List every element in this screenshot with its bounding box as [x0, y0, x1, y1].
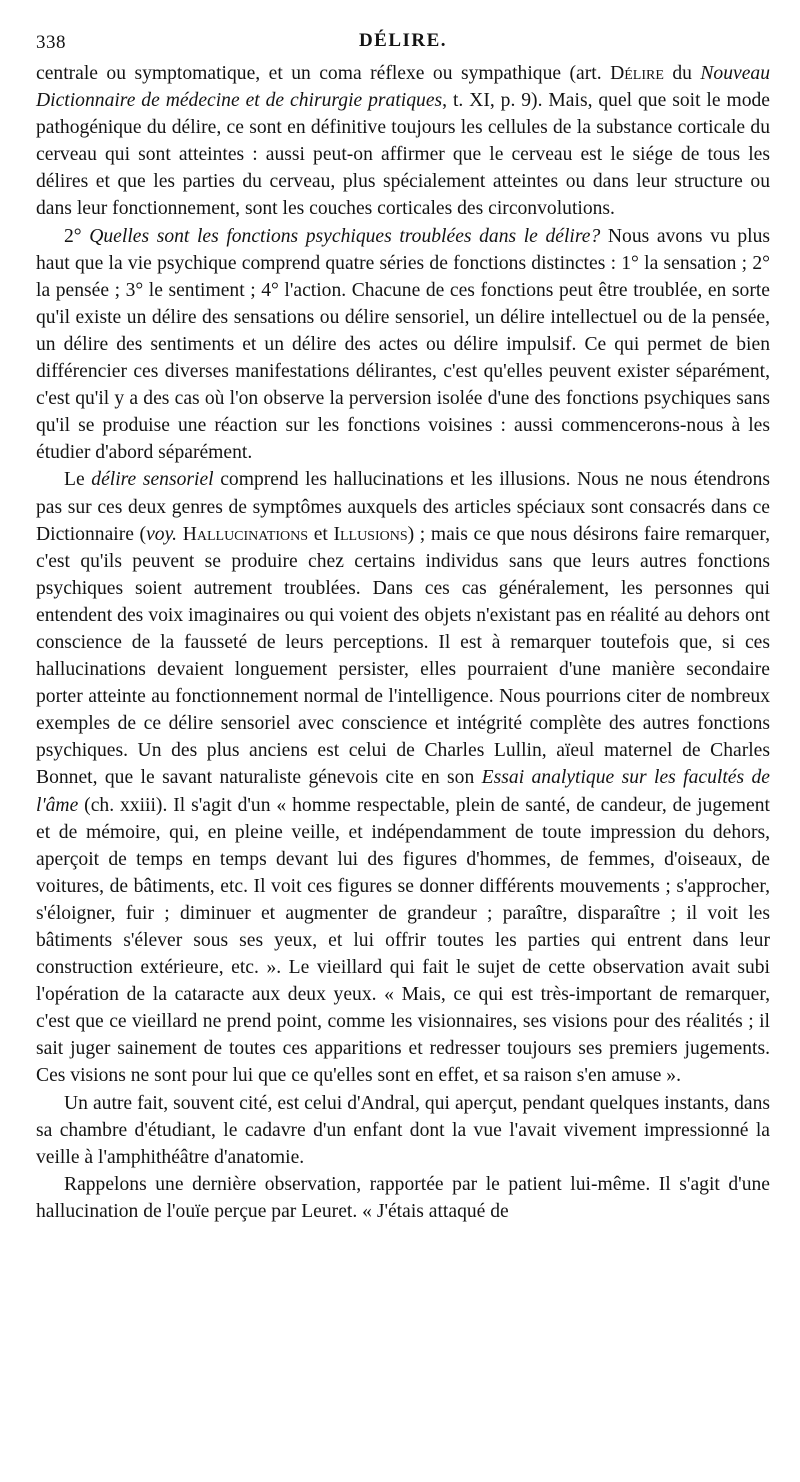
book-page — [36, 26, 770, 1225]
text-run: Le — [64, 469, 92, 491]
text-run: ) ; mais ce que nous désirons faire remarquer, c'est qu'ils peuvent se produire chez certains individus sans que leurs autres fonctions psychiques soient autrement troublées. Dans ces cas généralement, les personnes qui entendent des voix imaginaires ou qui voient des objets n'existant pas en réalité au dehors ont conscience de la fausseté de leurs perceptions. Il est à remarquer toutefois que, si ces hallucinations devaient longuement persister, elles pourraient d'une manière secondaire porter atteinte au fonctionnement normal de l'intelligence. Nous pourrions citer de nombreux exemples de ce délire sensoriel avec conscience et intégrité complète des autres fonctions psychiques. Un des plus anciens est celui de Charles Lullin, aïeul maternel de Charles Bonnet, que le savant naturaliste génevois cite en son — [36, 523, 770, 789]
text-run: centrale ou symptomatique, et un coma réflexe ou sympathique (art. — [36, 63, 611, 84]
text-run: Nous avons vu plus haut que la vie psychique comprend quatre séries de fonctions distinctes : 1° la sensation ; 2° la pensée ; 3° le sentiment ; 4° l'action. Chacune de ces fonctions peut être troublée, en sorte qu'il existe un délire des sensations ou délire sensoriel, un délire intellectuel ou de la pensée, un délire des sentiments et un délire des actes ou délire impulsif. Ce qui permet de bien différencier ces diverses manifestations délirantes, c'est qu'elles peuvent exister séparément, c'est qu'il y a des cas où l'on observe la perversion isolée d'une des fonctions psychiques sans qu'il se produise une réaction sur les fonctions voisines : aussi commencerons-nous à les étudier d'abord séparément. — [36, 225, 771, 464]
italic-text: voy. — [146, 523, 178, 545]
paragraph — [36, 1171, 770, 1225]
text-run: du — [663, 63, 701, 84]
text-run: , t. XI, p. 9). Mais, quel que soit le mode pathogénique du délire, ce sont en définitive toujours les cellules de la substance corticale du cerveau qui sont atteintes : aussi peut-on affirmer que le cerveau est le siége de tous les délires et que les parties du cerveau, plus spécialement atteintes ou dans leur structure ou dans leur fonctionnement, sont les couches corticales des circonvolutions. — [36, 90, 770, 220]
italic-text: Essai analytique sur les facultés de l'âme — [36, 767, 770, 816]
italic-text: Nouveau Dictionnaire de médecine et de chirurgie pratiques — [36, 63, 771, 112]
small-caps-text: Illusions — [333, 523, 408, 545]
paragraph — [36, 223, 770, 467]
text-run: (ch. xxiii). Il s'agit d'un « homme respectable, plein de santé, de candeur, de jugement et de mémoire, qui, en pleine veille, et indépendamment de toute impression du dehors, aperçoit de temps en temps devant lui des figures d'hommes, de femmes, d'oiseaux, de voitures, de bâtiments, etc. Il voit ces figures se donner différents mouvements ; s'approcher, s'éloigner, fuir ; diminuer et augmenter de grandeur ; paraître, disparaître ; il voit les bâtiments s'élever sous ses yeux, et lui offrir toutes les parties qui entrent dans leur construction extérieure, etc. ». Le vieillard qui fait le sujet de cette observation avait subi l'opération de la cataracte aux deux yeux. « Mais, ce qui est très-important de remarquer, c'est que ce vieillard ne prend point, comme les visionnaires, ses visions pour des réalités ; il sait juger sainement de toutes ces apparitions et redresser toujours ses premiers jugements. Ces visions ne sont pour lui que ce qu'elles sont en effet, et sa raison s'en amuse ». — [36, 794, 770, 1087]
text-run: Un autre fait, souvent cité, est celui d'Andral, qui aperçut, pendant quelques instants, dans sa chambre d'étudiant, le cadavre d'un enfant dont la vue l'avait vivement impressionné la veille à l'amphithéâtre d'anatomie. — [36, 1092, 770, 1168]
text-run: Rappelons une dernière observation, rapportée par le patient lui-même. Il s'agit d'une hallucination de l'ouïe perçue par Leuret. « J'étais attaqué de — [36, 1173, 770, 1222]
text-run: et — [308, 523, 334, 545]
running-head: DÉLIRE. — [358, 30, 448, 51]
paragraph — [36, 466, 770, 1089]
body-text — [36, 60, 770, 1225]
text-run: 2° — [64, 225, 90, 247]
small-caps-text: Délire — [610, 63, 664, 84]
small-caps-text: Hallucinations — [182, 523, 309, 545]
italic-text: délire sensoriel — [91, 469, 214, 491]
page-header — [36, 26, 770, 60]
text-run: comprend les hallucinations et les illusions. Nous ne nous étendrons pas sur ces deux genres de symptômes auxquels des articles spéciaux sont consacrés dans ce Dictionnaire ( — [36, 469, 770, 545]
page-number: 338 — [36, 32, 66, 53]
italic-text: Quelles sont les fonctions psychiques troublées dans le délire? — [89, 225, 601, 247]
paragraph — [36, 60, 770, 223]
paragraph — [36, 1090, 770, 1171]
